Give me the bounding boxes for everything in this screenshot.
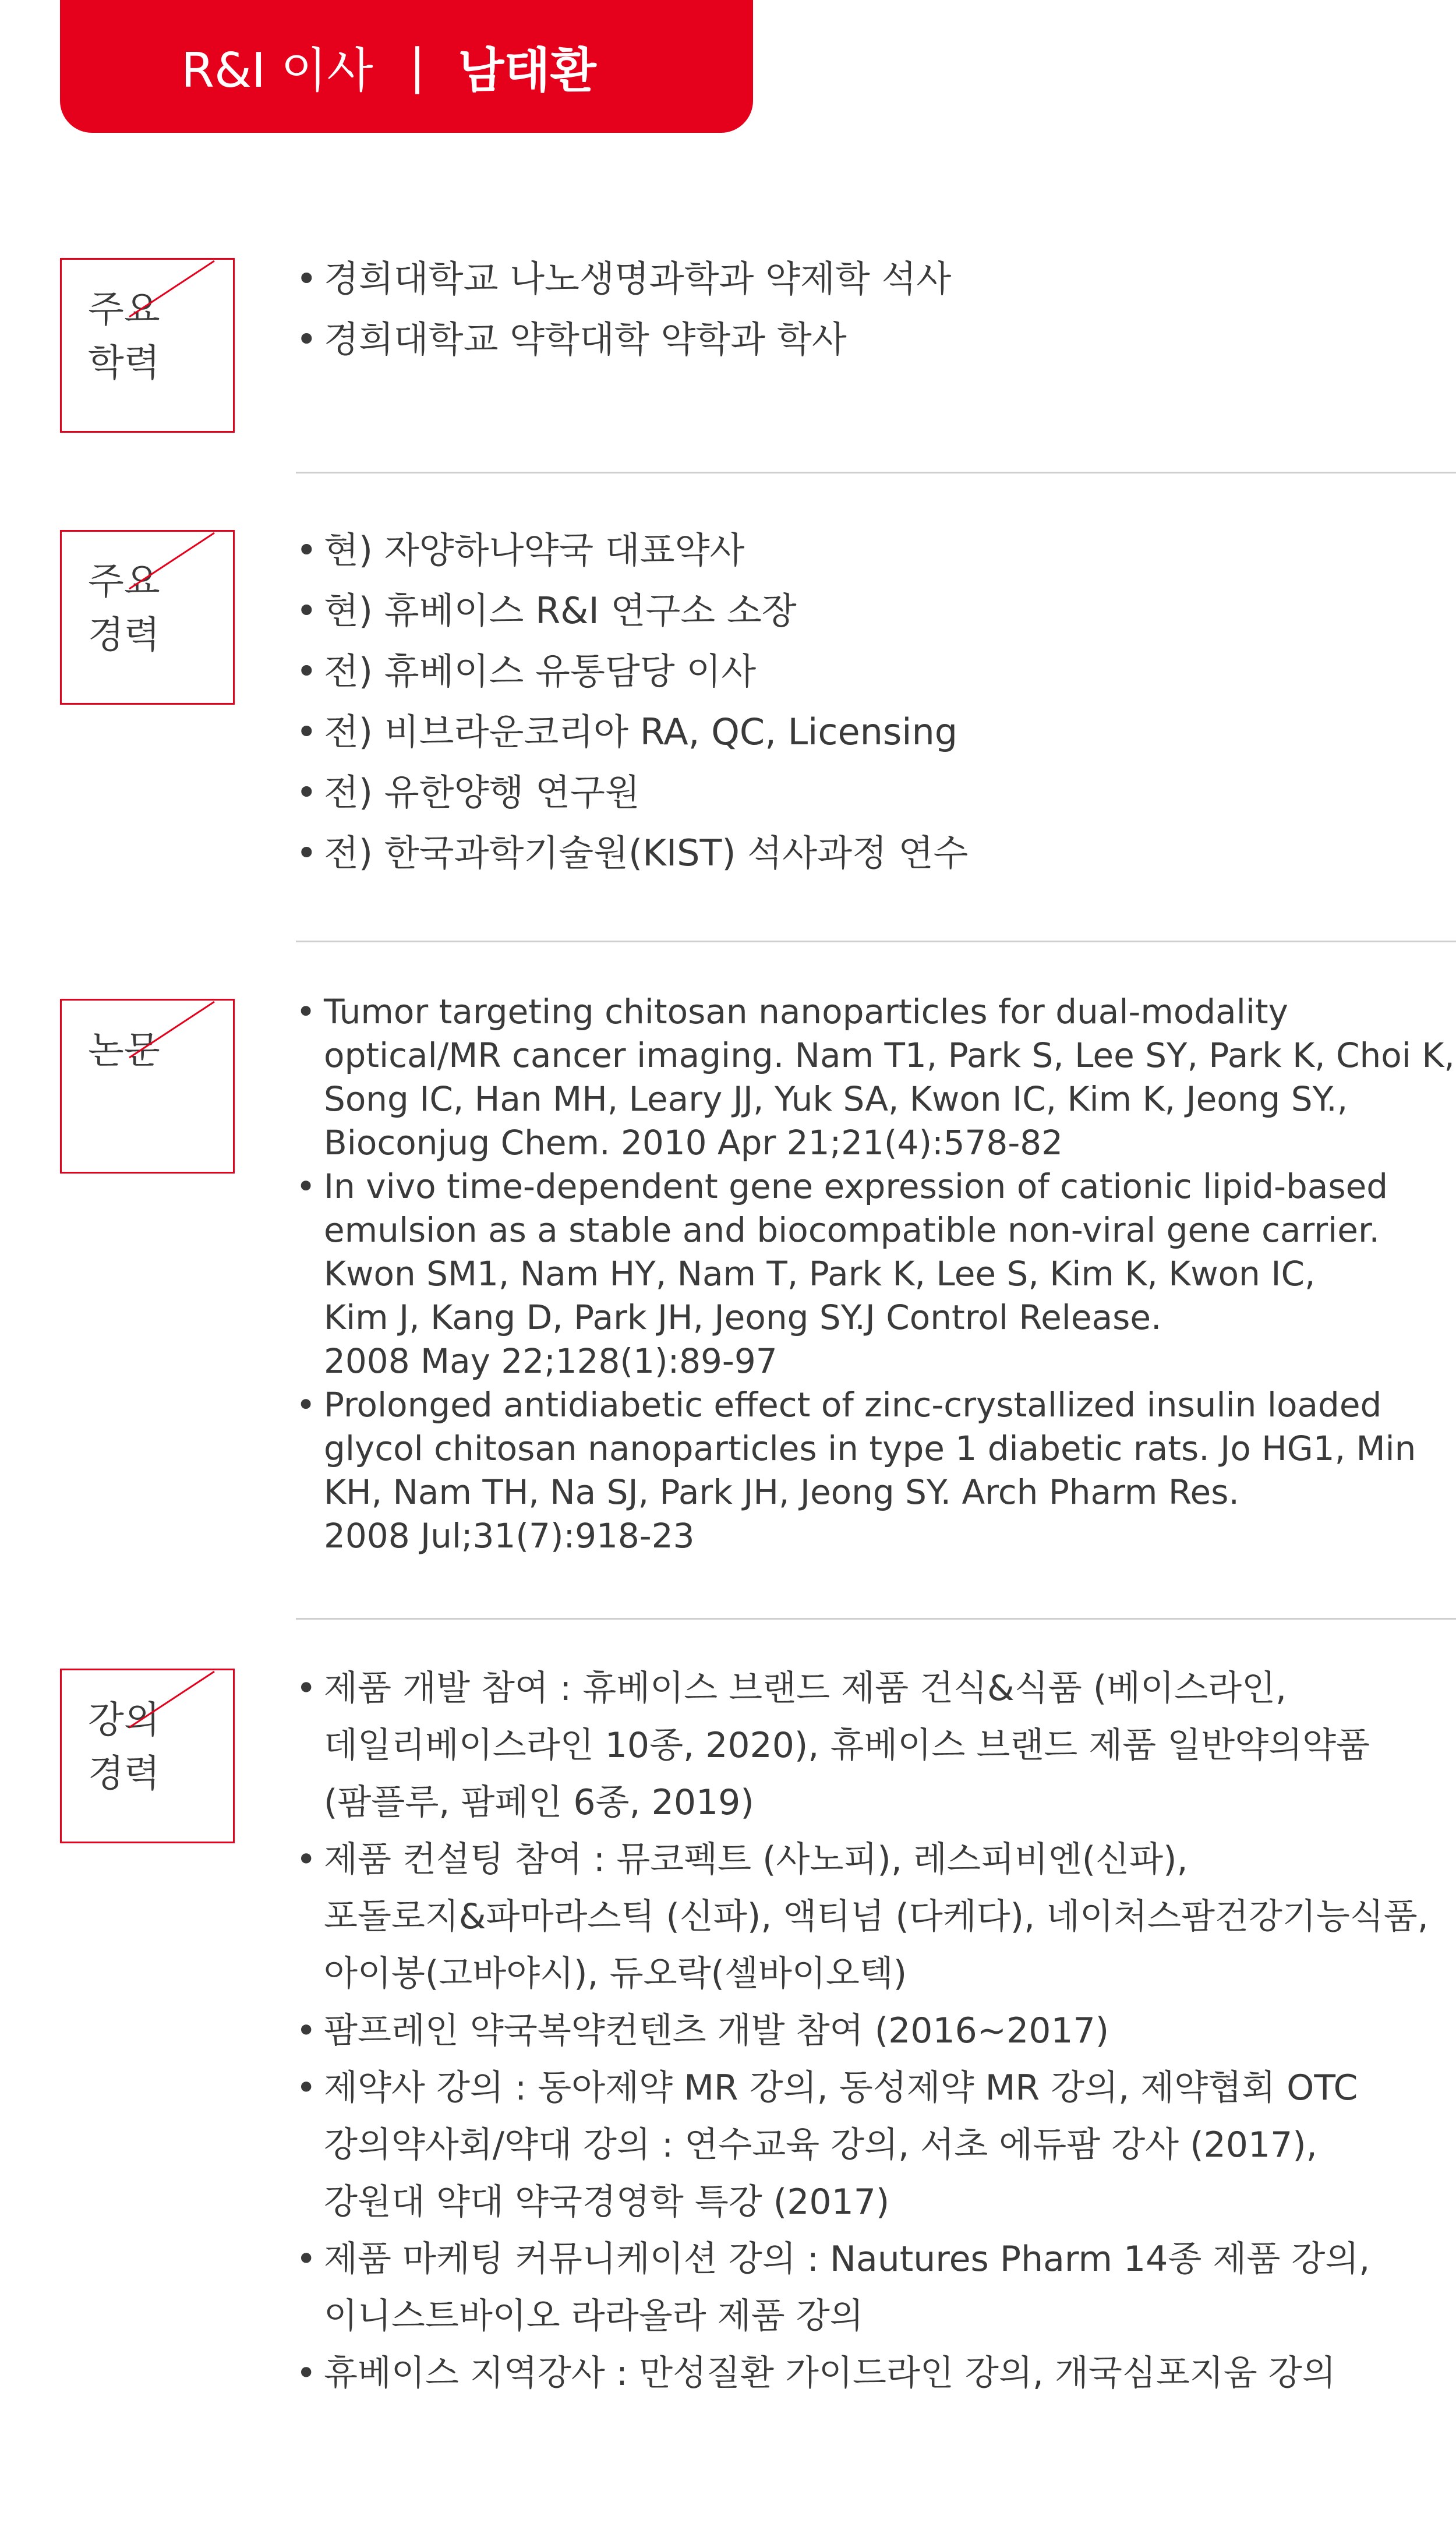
paper-line: • Prolonged antidiabetic effect of zinc-crystallized insulin loaded [324, 1385, 1382, 1425]
career-label-box [60, 530, 235, 705]
lecture-line: 강원대 약대 약국경영학 특강 (2017) [324, 2182, 890, 2222]
section-divider [296, 941, 1456, 942]
header-separator: | [409, 38, 426, 94]
paper-line: 2008 May 22;128(1):89-97 [324, 1341, 778, 1381]
paper-line: Song IC, Han MH, Leary JJ, Yuk SA, Kwon IC, Kim K, Jeong SY., [324, 1079, 1348, 1119]
education-label-box [60, 258, 235, 433]
lecture-line: • 팜프레인 약국복약컨텐츠 개발 참여 (2016~2017) [324, 2010, 1109, 2051]
list-item: • 현) 자양하나약국 대표약사 [296, 520, 968, 581]
list-item: • 전) 비브라운코리아 RA, QC, Licensing [296, 702, 968, 762]
list-item [296, 2345, 1456, 2402]
paper-line: emulsion as a stable and biocompatible non-viral gene carrier. [324, 1210, 1380, 1250]
career-list [296, 520, 968, 884]
header-role: R&I 이사 [181, 43, 373, 98]
paper-line: glycol chitosan nanoparticles in type 1 diabetic rats. Jo HG1, Min [324, 1429, 1416, 1468]
paper-line: • In vivo time-dependent gene expression of cationic lipid-based [324, 1167, 1388, 1206]
lecture-line: • 휴베이스 지역강사 : 만성질환 가이드라인 강의, 개국심포지움 강의 [324, 2353, 1336, 2394]
paper-line: optical/MR cancer imaging. Nam T1, Park S, Lee SY, Park K, Choi K, [324, 1036, 1455, 1075]
list-item [296, 1831, 1456, 2002]
list-item [296, 990, 1456, 1165]
career-label: 주요 경력 [88, 560, 160, 657]
lecture-line: • 제품 마케팅 커뮤니케이션 강의 : Nautures Pharm 14종 제품 강의, [324, 2239, 1370, 2280]
paper-line: Kim J, Kang D, Park JH, Jeong SY.J Control Release. [324, 1298, 1162, 1337]
lecture-line: 포돌로지&파마라스틱 (신파), 액티넘 (다케다), 네이처스팜건강기능식품, [324, 1896, 1429, 1937]
list-item [296, 2002, 1456, 2059]
list-item [296, 1660, 1456, 1831]
list-item: • 현) 휴베이스 R&I 연구소 소장 [296, 581, 968, 641]
paper-line: • Tumor targeting chitosan nanoparticles for dual-modality [324, 992, 1289, 1031]
paper-line: 2008 Jul;31(7):918-23 [324, 1516, 695, 1556]
papers-label: 논문 [88, 1029, 160, 1072]
header-tab [60, 0, 753, 133]
list-item [296, 2231, 1456, 2345]
lecture-line: • 제품 컨설팅 참여 : 뮤코펙트 (사노피), 레스피비엔(신파), [324, 1839, 1188, 1880]
list-item: • 전) 한국과학기술원(KIST) 석사과정 연수 [296, 823, 968, 884]
lecture-line: 데일리베이스라인 10종, 2020), 휴베이스 브랜드 제품 일반약의약품 [324, 1725, 1370, 1766]
list-item: • 전) 휴베이스 유통담당 이사 [296, 641, 968, 702]
lecture-line: 아이봉(고바야시), 듀오락(셀바이오텍) [324, 1953, 907, 1994]
lecture-line: 이니스트바이오 라라올라 제품 강의 [324, 2296, 864, 2337]
slash-decoration-icon [128, 532, 215, 590]
list-item: • 전) 유한양행 연구원 [296, 762, 968, 823]
header-name: 남태환 [458, 43, 596, 98]
list-item: • 경희대학교 나노생명과학과 약제학 석사 [296, 249, 951, 309]
list-item: • 경희대학교 약학대학 약학과 학사 [296, 309, 951, 370]
paper-line: Kwon SM1, Nam HY, Nam T, Park K, Lee S, Kim K, Kwon IC, [324, 1254, 1316, 1294]
education-label: 주요 학력 [88, 288, 160, 385]
lecture-line: 강의약사회/약대 강의 : 연수교육 강의, 서초 에듀팜 강사 (2017), [324, 2125, 1317, 2165]
section-divider [296, 472, 1456, 473]
section-divider [296, 1618, 1456, 1620]
paper-line: Bioconjug Chem. 2010 Apr 21;21(4):578-82 [324, 1123, 1063, 1162]
papers-label-box [60, 999, 235, 1174]
lecture-line: • 제품 개발 참여 : 휴베이스 브랜드 제품 건식&식품 (베이스라인, [324, 1668, 1287, 1709]
slash-decoration-icon [128, 1001, 215, 1059]
list-item [296, 1165, 1456, 1383]
list-item [296, 1383, 1456, 1558]
lecture-line: (팜플루, 팜페인 6종, 2019) [324, 1782, 754, 1823]
slash-decoration-icon [128, 260, 215, 318]
slash-decoration-icon [128, 1670, 215, 1729]
paper-line: KH, Nam TH, Na SJ, Park JH, Jeong SY. Arch Pharm Res. [324, 1472, 1239, 1512]
lecture-line: • 제약사 강의 : 동아제약 MR 강의, 동성제약 MR 강의, 제약협회 OTC [324, 2068, 1358, 2108]
lectures-label: 강의 경력 [88, 1699, 160, 1796]
lectures-label-box [60, 1669, 235, 1843]
education-list [296, 249, 951, 370]
papers-list [296, 990, 1456, 1558]
list-item [296, 2059, 1456, 2231]
lectures-list [296, 1660, 1456, 2402]
